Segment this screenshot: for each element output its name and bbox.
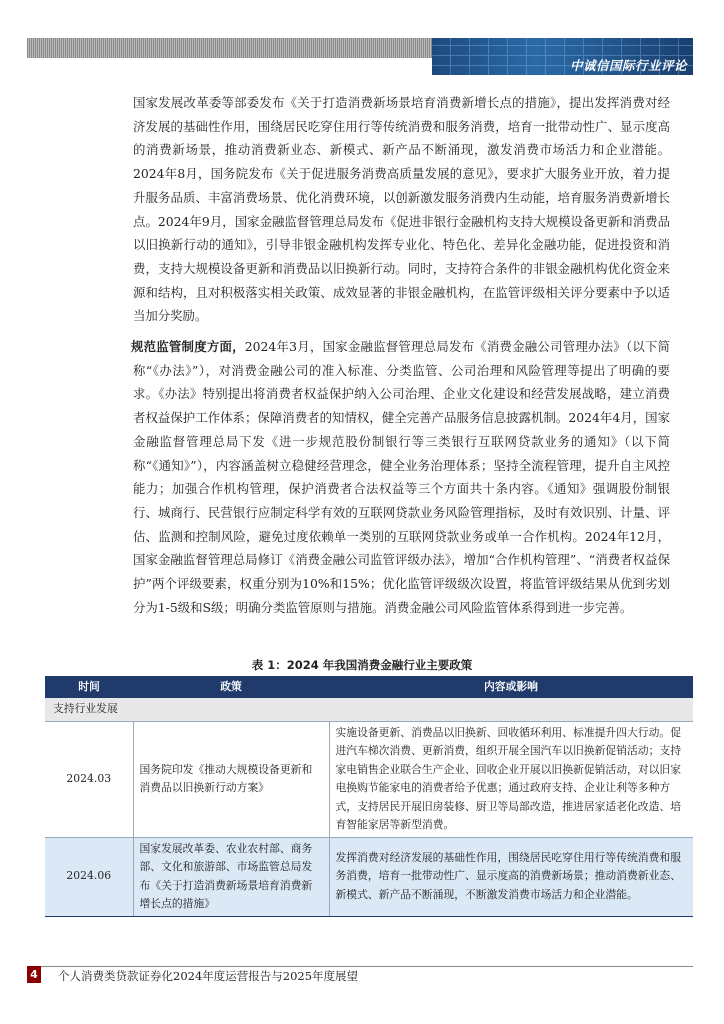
header-date: 时间 [45, 676, 133, 698]
table-row [45, 837, 693, 916]
row-policy: 国家发展改革委、农业农村部、商务部、文化和旅游部、市场监管总局发布《关于打造消费新场景培育消费新增长点的措施》 [133, 837, 329, 916]
body-paragraph-1: 国家发展改革委等部委发布《关于打造消费新场景培育消费新增长点的措施》，提出发挥消费对经济发展的基础性作用，围绕居民吃穿住用行等传统消费和服务消费，培育一批带动性广、显示度高的消费新场景，推动消费新业态、新模式、新产品不断涌现，激发消费市场活力和企业潜能。2024年8月，国务院发布《关于促进服务消费高质量发展的意见》，要求扩大服务业开放，着力提升服务品质、丰富消费场景、优化消费环境，以创新激发服务消费内生动能，培育服务消费新增长点。2024年9月，国家金融监督管理总局发布《促进非银行金融机构支持大规模设备更新和消费品以旧换新行动的通知》，引导非银金融机构发挥专业化、特色化、差异化金融功能，促进投资和消费，支持大规模设备更新和消费品以旧换新行动。同时，支持符合条件的非银金融机构优化资金来源和结构，且对积极落实相关政策、成效显著的非银金融机构，在监管评级相关评分要素中予以适当加分奖励。 [133, 95, 670, 324]
body-paragraph-2 [133, 335, 670, 619]
header-title: 中诚信国际行业评论 [569, 58, 687, 73]
policy-table [45, 676, 693, 917]
paragraph-lead: 规范监管制度方面， [131, 339, 245, 354]
row-date: 2024.03 [45, 721, 133, 837]
table-row [45, 721, 693, 837]
header-banner [432, 38, 693, 75]
row-impact: 发挥消费对经济发展的基础性作用，围绕居民吃穿住用行等传统消费和服务消费，培育一批带动性广、显示度高的消费新场景；推动消费新业态、新模式、新产品不断涌现，不断激发消费市场活力和企业潜能。 [329, 837, 693, 916]
table-header-row [45, 676, 693, 698]
row-policy: 国务院印发《推动大规模设备更新和消费品以旧换新行动方案》 [133, 721, 329, 837]
section-label: 支持行业发展 [45, 698, 693, 721]
table-caption: 表 1：2024 年我国消费金融行业主要政策 [251, 658, 473, 672]
header-impact: 内容或影响 [329, 676, 693, 698]
row-date: 2024.06 [45, 837, 133, 916]
row-impact: 实施设备更新、消费品以旧换新、回收循环利用、标准提升四大行动。促进汽车梯次消费、更新消费，组织开展全国汽车以旧换新促销活动；支持家电销售企业联合生产企业、回收企业开展以旧换新促销活动，对以旧家电换购节能家电的消费者给予优惠；通过政府支持、企业让利等多种方式，支持居民开展旧房装修、厨卫等局部改造，推进居家适老化改造、培育智能家居等新型消费。 [329, 721, 693, 837]
header-policy: 政策 [133, 676, 329, 698]
table-section-row [45, 698, 693, 721]
page-number: 4 [27, 966, 41, 983]
paragraph-text: 2024年3月，国家金融监督管理总局发布《消费金融公司管理办法》（以下简称“《办法》”），对消费金融公司的准入标准、分类监管、公司治理和风险管理等提出了明确的要求。《办法》特别提出将消费者权益保护纳入公司治理、企业文化建设和经营发展战略，建立消费者权益保护工作体系；保障消费者的知情权，健全完善产品服务信息披露机制。2024年4月，国家金融监督管理总局下发《进一步规范股份制银行等三类银行互联网贷款业务的通知》（以下简称“《通知》”），内容涵盖树立稳健经营理念，健全业务治理体系；坚持全流程管理，提升自主风控能力；加强合作机构管理，保护消费者合法权益等三个方面共十条内容。《通知》强调股份制银行、城商行、民营银行应制定科学有效的互联网贷款业务风险管理指标，及时有效识别、计量、评估、监测和控制风险，避免过度依赖单一类别的互联网贷款业务或单一合作机构。2024年12月，国家金融监督管理总局修订《消费金融公司监管评级办法》，增加“合作机构管理”、“消费者权益保护”两个评级要素，权重分别为10%和15%；优化监管评级级次设置，将监管评级结果从优到劣划分为1-5级和S级；明确分类监管原则与措施。消费金融公司风险监管体系得到进一步完善。 [133, 339, 671, 615]
footer-title: 个人消费类贷款证券化2024年度运营报告与2025年度展望 [58, 969, 359, 983]
footer-divider [27, 966, 693, 967]
